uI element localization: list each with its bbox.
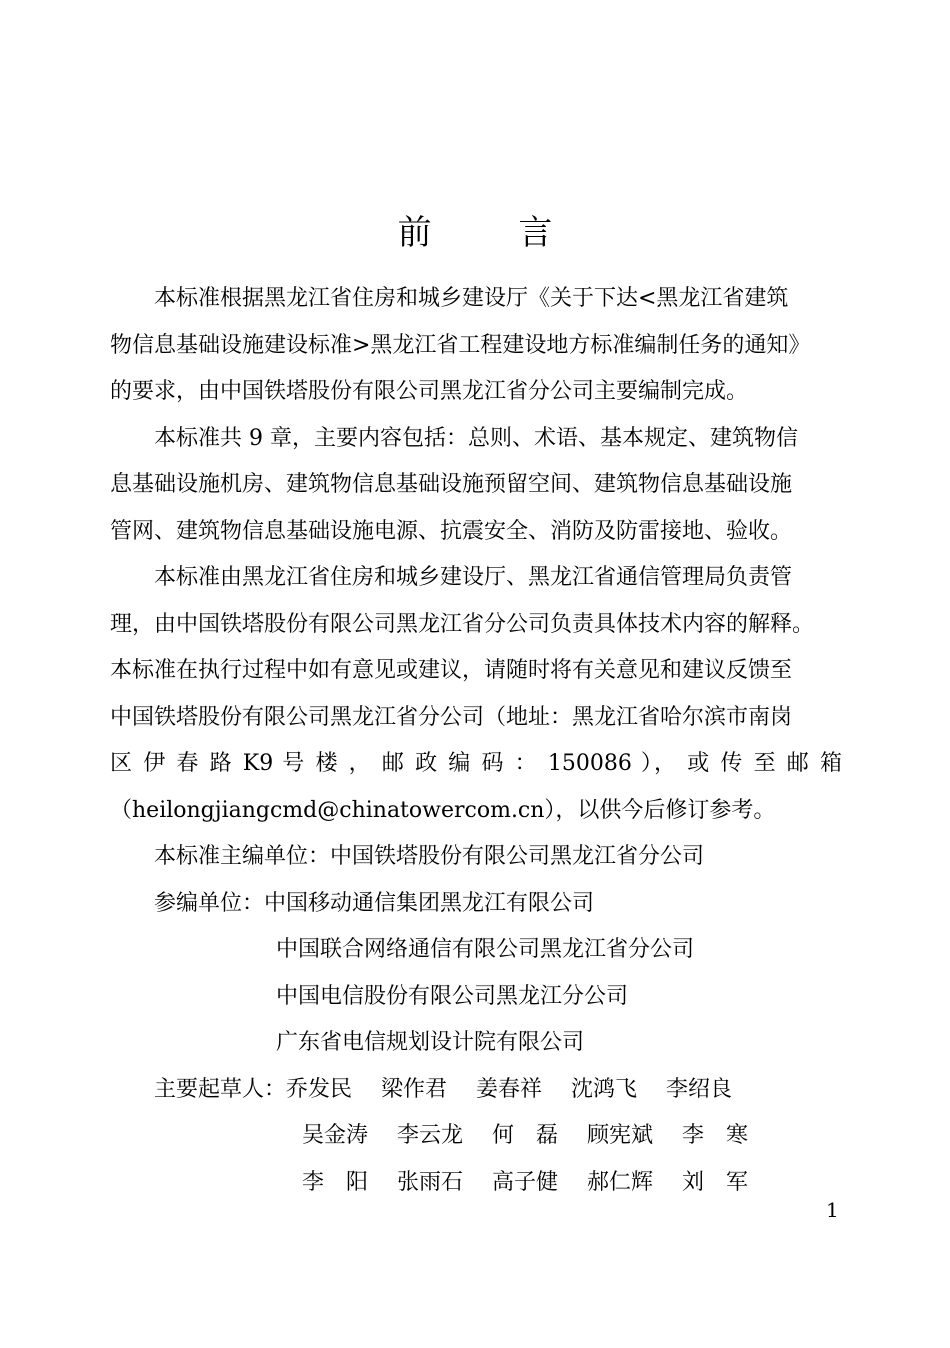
paragraph-contents xyxy=(110,416,842,556)
drafter-name: 高子健 xyxy=(492,1169,559,1195)
drafter-name: 何 磊 xyxy=(492,1123,559,1148)
drafter-name: 姜春祥 xyxy=(476,1076,543,1102)
drafter-name: 乔发民 xyxy=(286,1076,353,1102)
chief-editor-row xyxy=(110,834,842,881)
participants-label: 参编单位： xyxy=(154,890,265,916)
text-line: 本标准在执行过程中如有意见或建议，请随时将有关意见和建议反馈至 xyxy=(110,658,793,683)
text-line: 物信息基础设施建设标准>黑龙江省工程建设地方标准编制任务的通知》 xyxy=(110,332,811,358)
participants-block xyxy=(110,881,842,1067)
drafters-row xyxy=(110,1160,842,1207)
text-line: 本标准共 9 章，主要内容包括：总则、术语、基本规定、建筑物信 xyxy=(154,425,798,451)
drafter-name: 郝仁辉 xyxy=(587,1169,654,1195)
participants-row xyxy=(110,881,842,928)
drafters-label: 主要起草人： xyxy=(154,1076,287,1102)
drafter-name: 李绍良 xyxy=(666,1076,733,1102)
drafter-name: 李云龙 xyxy=(397,1123,464,1148)
drafter-name: 顾宪斌 xyxy=(587,1123,654,1148)
participant-unit: 中国移动通信集团黑龙江有限公司 xyxy=(264,890,595,916)
drafters-row xyxy=(110,1113,842,1160)
text-line: 管网、建筑物信息基础设施电源、抗震安全、消防及防雷接地、验收。 xyxy=(110,518,793,544)
drafter-name: 沈鸿飞 xyxy=(571,1076,638,1102)
text-line-email: （heilongjiangcmd@chinatowercom.cn），以供今后修订参考。 xyxy=(110,797,776,823)
drafter-name: 梁作君 xyxy=(381,1076,448,1102)
chief-editor-unit: 中国铁塔股份有限公司黑龙江省分公司 xyxy=(330,844,705,869)
text-line: 的要求，由中国铁塔股份有限公司黑龙江省分公司主要编制完成。 xyxy=(110,379,749,404)
foreword-body xyxy=(110,276,842,1206)
drafter-name: 刘 军 xyxy=(682,1169,749,1195)
drafter-name: 吴金涛 xyxy=(302,1123,369,1148)
page-title: 前 言 xyxy=(397,213,591,253)
drafter-name: 张雨石 xyxy=(397,1169,464,1195)
text-line: 中国铁塔股份有限公司黑龙江省分公司（地址：黑龙江省哈尔滨市南岗 xyxy=(110,704,793,730)
participant-unit: 中国电信股份有限公司黑龙江分公司 xyxy=(276,983,629,1009)
paragraph-basis xyxy=(110,276,842,416)
text-line: 息基础设施机房、建筑物信息基础设施预留空间、建筑物信息基础设施 xyxy=(110,472,793,497)
paragraph-management xyxy=(110,555,842,834)
drafter-name: 李 寒 xyxy=(682,1123,749,1148)
participant-unit: 中国联合网络通信有限公司黑龙江省分公司 xyxy=(276,937,695,962)
text-line: 理，由中国铁塔股份有限公司黑龙江省分公司负责具体技术内容的解释。 xyxy=(110,611,815,637)
text-line: 本标准由黑龙江省住房和城乡建设厅、黑龙江省通信管理局负责管 xyxy=(154,565,793,590)
text-line-address: 区 伊 春 路 K9 号 楼 ， 邮 政 编 码 ： 150086 ）， 或 传 至 邮 箱 xyxy=(110,751,842,776)
drafter-name: 李 阳 xyxy=(302,1169,369,1195)
drafters-row xyxy=(110,1067,842,1114)
page-number: 1 xyxy=(826,1198,839,1222)
text-line: 本标准根据黑龙江省住房和城乡建设厅《关于下达<黑龙江省建筑 xyxy=(154,286,789,311)
drafters-block xyxy=(110,1067,842,1207)
chief-editor-label: 本标准主编单位： xyxy=(154,844,331,869)
participant-unit: 广东省电信规划设计院有限公司 xyxy=(276,1030,585,1055)
